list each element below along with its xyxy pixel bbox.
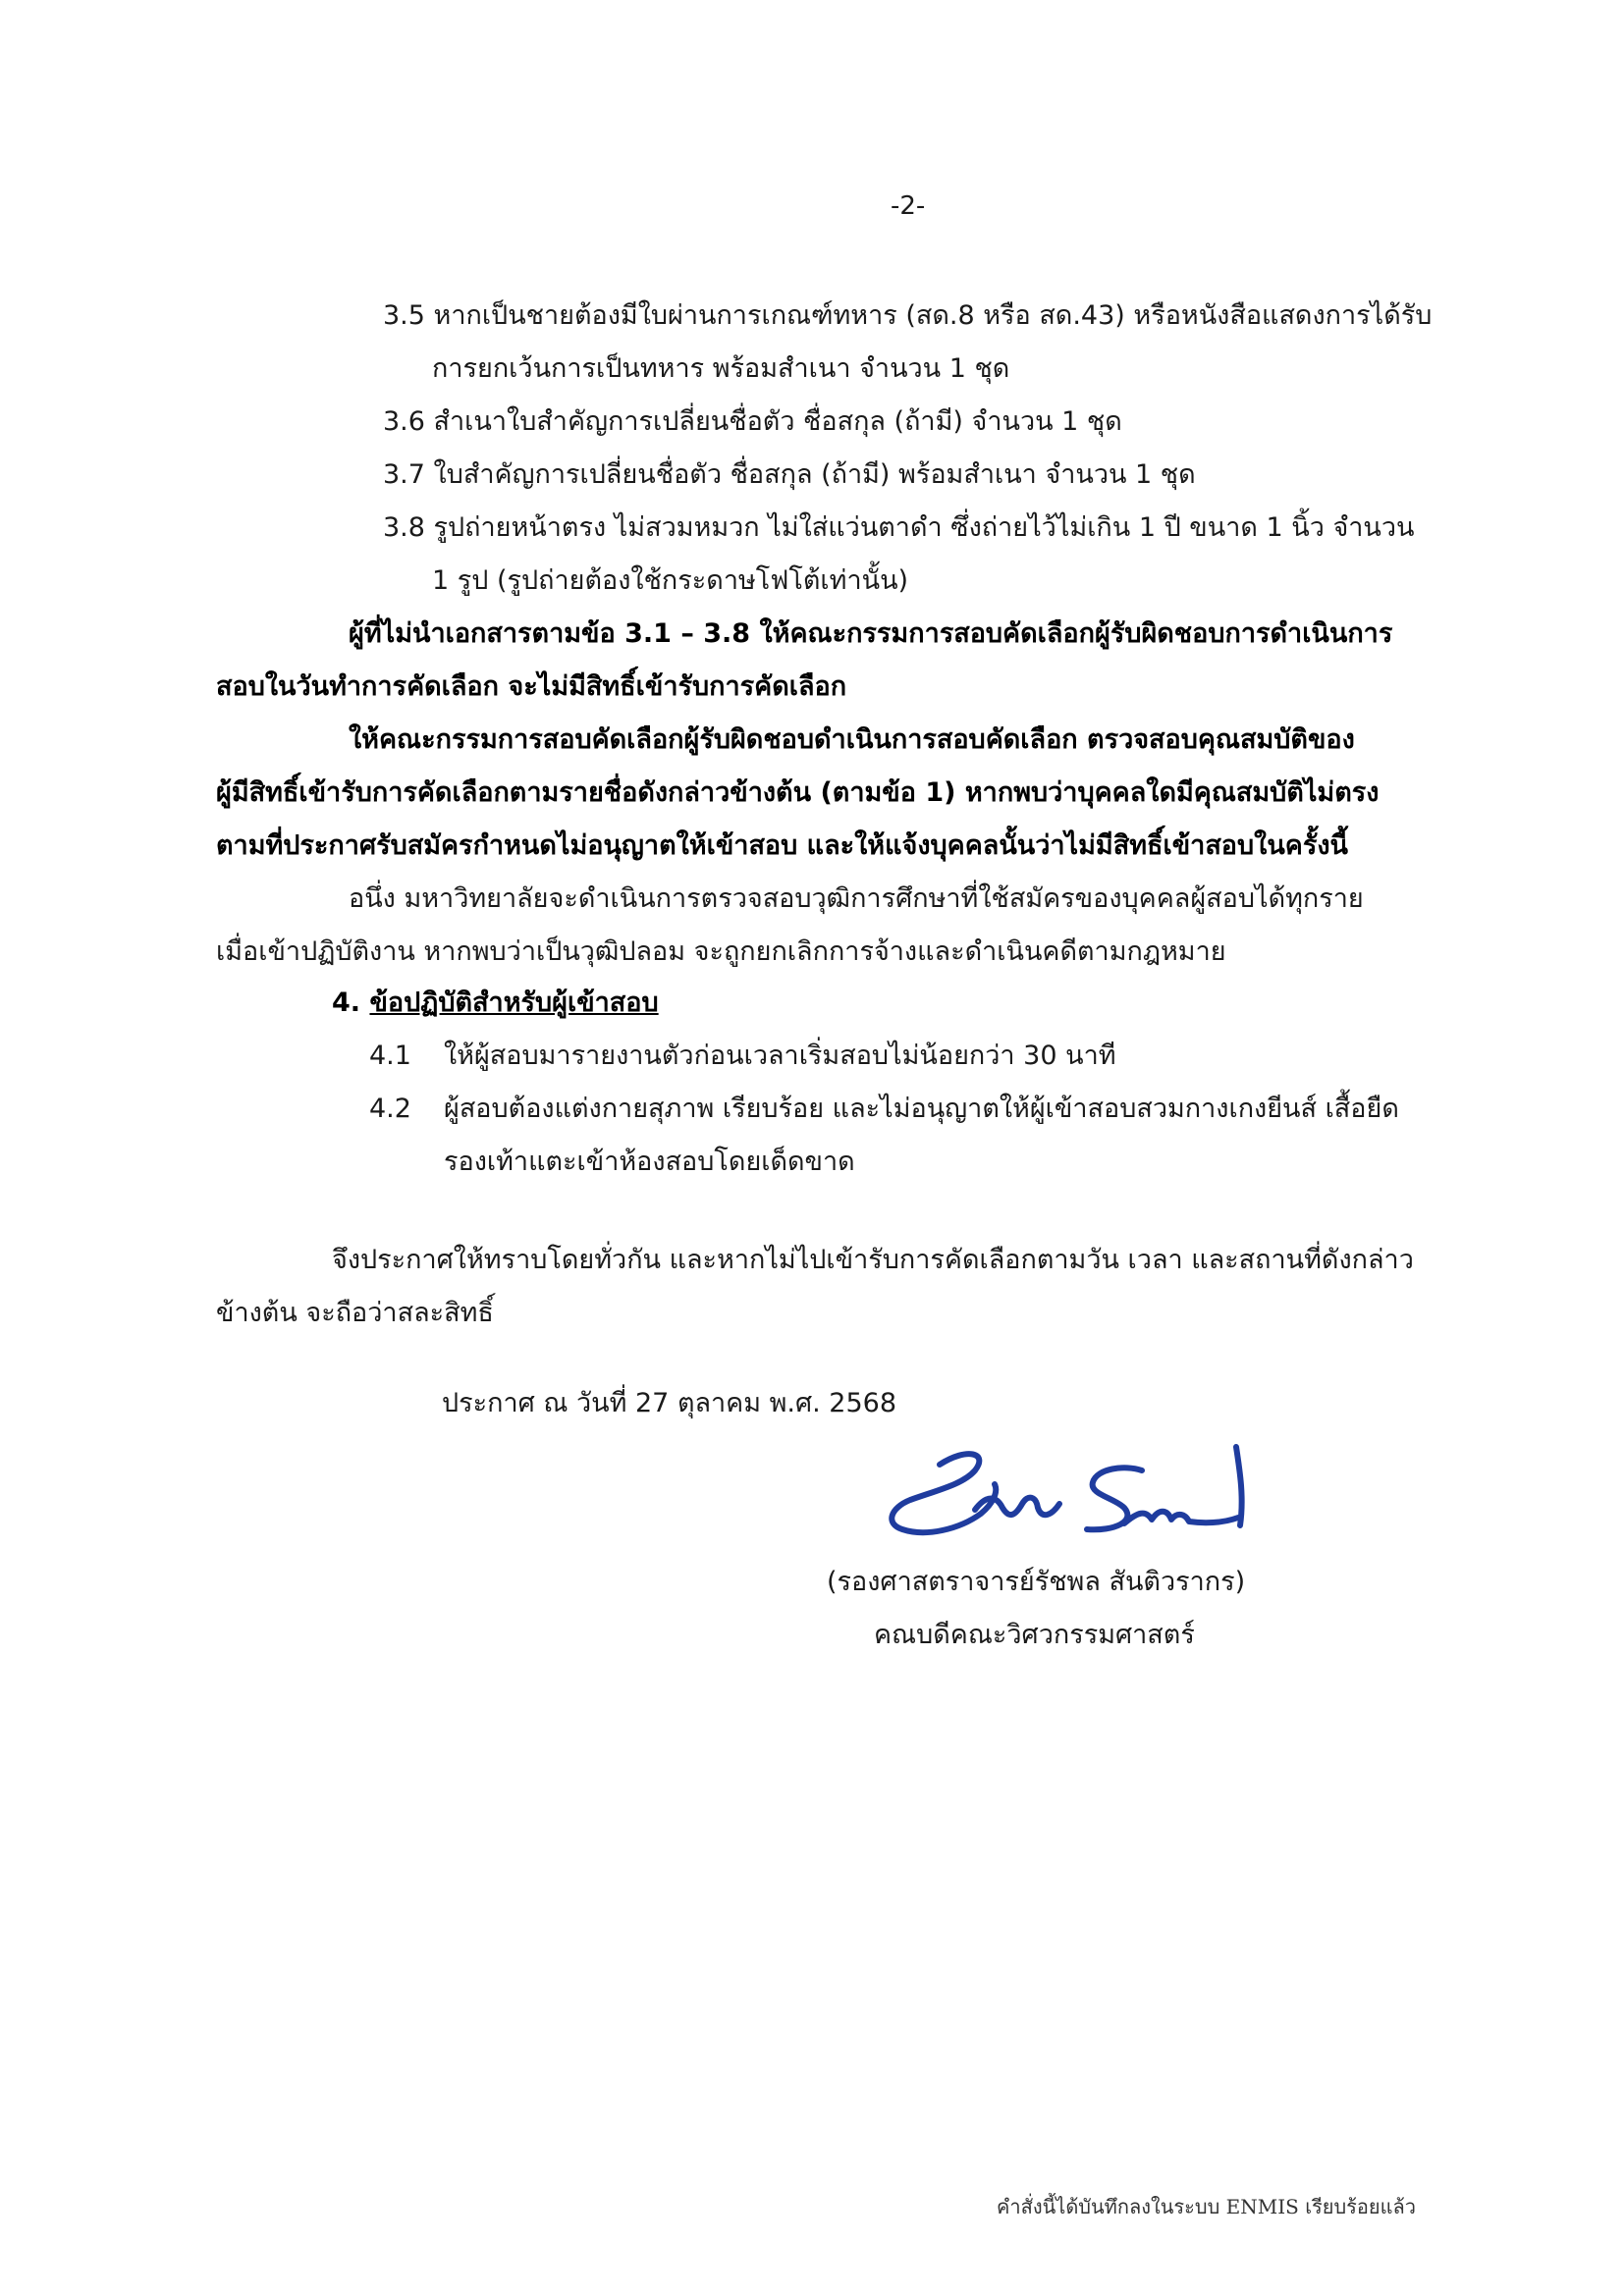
announcement-date: ประกาศ ณ วันที่ 27 ตุลาคม พ.ศ. 2568 [442, 1388, 897, 1418]
item-3-7: 3.7 ใบสำคัญการเปลี่ยนชื่อตัว ชื่อสกุล (ถ้ามี) พร้อมสำเนา จำนวน 1 ชุด [383, 459, 1196, 490]
item-4-2-number: 4.2 [369, 1094, 411, 1124]
section-4-title: ข้อปฏิบัติสำหรับผู้เข้าสอบ [369, 988, 659, 1018]
verification-line2: เมื่อเข้าปฏิบัติงาน หากพบว่าเป็นวุฒิปลอม จะถูกยกเลิกการจ้างและดำเนินคดีตามกฎหมาย [216, 936, 1226, 967]
item-3-5-line1: 3.5 หากเป็นชายต้องมีใบผ่านการเกณฑ์ทหาร (สด.8 หรือ สด.43) หรือหนังสือแสดงการได้รับ [383, 300, 1433, 331]
section-4-number: 4. [332, 988, 361, 1018]
warning-p1-line1: ผู้ที่ไม่นำเอกสารตามข้อ 3.1 – 3.8 ให้คณะกรรมการสอบคัดเลือกผู้รับผิดชอบการดำเนินการ [349, 618, 1393, 649]
closing-line2: ข้างต้น จะถือว่าสละสิทธิ์ [216, 1298, 494, 1328]
item-4-1-number: 4.1 [369, 1041, 411, 1071]
warning-p2-line3: ตามที่ประกาศรับสมัครกำหนดไม่อนุญาตให้เข้าสอบ และให้แจ้งบุคคลนั้นว่าไม่มีสิทธิ์เข้าสอบในครั้งนี้ [216, 830, 1349, 861]
item-3-8-line2: 1 รูป (รูปถ่ายต้องใช้กระดาษโฟโต้เท่านั้น) [432, 565, 909, 596]
signature-image [879, 1414, 1262, 1555]
item-3-5-line2: การยกเว้นการเป็นทหาร พร้อมสำเนา จำนวน 1 ชุด [432, 353, 1010, 384]
item-3-8-line1: 3.8 รูปถ่ายหน้าตรง ไม่สวมหมวก ไม่ใส่แว่นตาดำ ซึ่งถ่ายไว้ไม่เกิน 1 ปี ขนาด 1 นิ้ว จำนวน [383, 512, 1415, 543]
item-4-2-line2: รองเท้าแตะเข้าห้องสอบโดยเด็ดขาด [444, 1147, 855, 1177]
signatory-name: (รองศาสตราจารย์รัชพล สันติวรากร) [827, 1567, 1246, 1597]
signatory-position: คณบดีคณะวิศวกรรมศาสตร์ [874, 1620, 1195, 1650]
warning-p2-line1: ให้คณะกรรมการสอบคัดเลือกผู้รับผิดชอบดำเนินการสอบคัดเลือก ตรวจสอบคุณสมบัติของ [349, 724, 1355, 755]
warning-p1-line2: สอบในวันทำการคัดเลือก จะไม่มีสิทธิ์เข้ารับการคัดเลือก [216, 671, 847, 702]
page-number: -2- [891, 191, 926, 221]
item-4-2-line1: ผู้สอบต้องแต่งกายสุภาพ เรียบร้อย และไม่อนุญาตให้ผู้เข้าสอบสวมกางเกงยีนส์ เสื้อยืด [444, 1094, 1399, 1124]
footer-note: คำสั่งนี้ได้บันทึกลงในระบบ ENMIS เรียบร้อยแล้ว [997, 2195, 1417, 2218]
verification-line1: อนึ่ง มหาวิทยาลัยจะดำเนินการตรวจสอบวุฒิการศึกษาที่ใช้สมัครของบุคคลผู้สอบได้ทุกราย [349, 883, 1364, 914]
item-4-1-text: ให้ผู้สอบมารายงานตัวก่อนเวลาเริ่มสอบไม่น้อยกว่า 30 นาที [444, 1041, 1116, 1071]
warning-p2-line2: ผู้มีสิทธิ์เข้ารับการคัดเลือกตามรายชื่อดังกล่าวข้างต้น (ตามข้อ 1) หากพบว่าบุคคลใดมีคุณสมบัติไม่ตรง [216, 777, 1380, 808]
item-3-6: 3.6 สำเนาใบสำคัญการเปลี่ยนชื่อตัว ชื่อสกุล (ถ้ามี) จำนวน 1 ชุด [383, 406, 1122, 437]
section-4-heading [332, 984, 659, 1023]
closing-line1: จึงประกาศให้ทราบโดยทั่วกัน และหากไม่ไปเข้ารับการคัดเลือกตามวัน เวลา และสถานที่ดังกล่าว [332, 1245, 1414, 1275]
